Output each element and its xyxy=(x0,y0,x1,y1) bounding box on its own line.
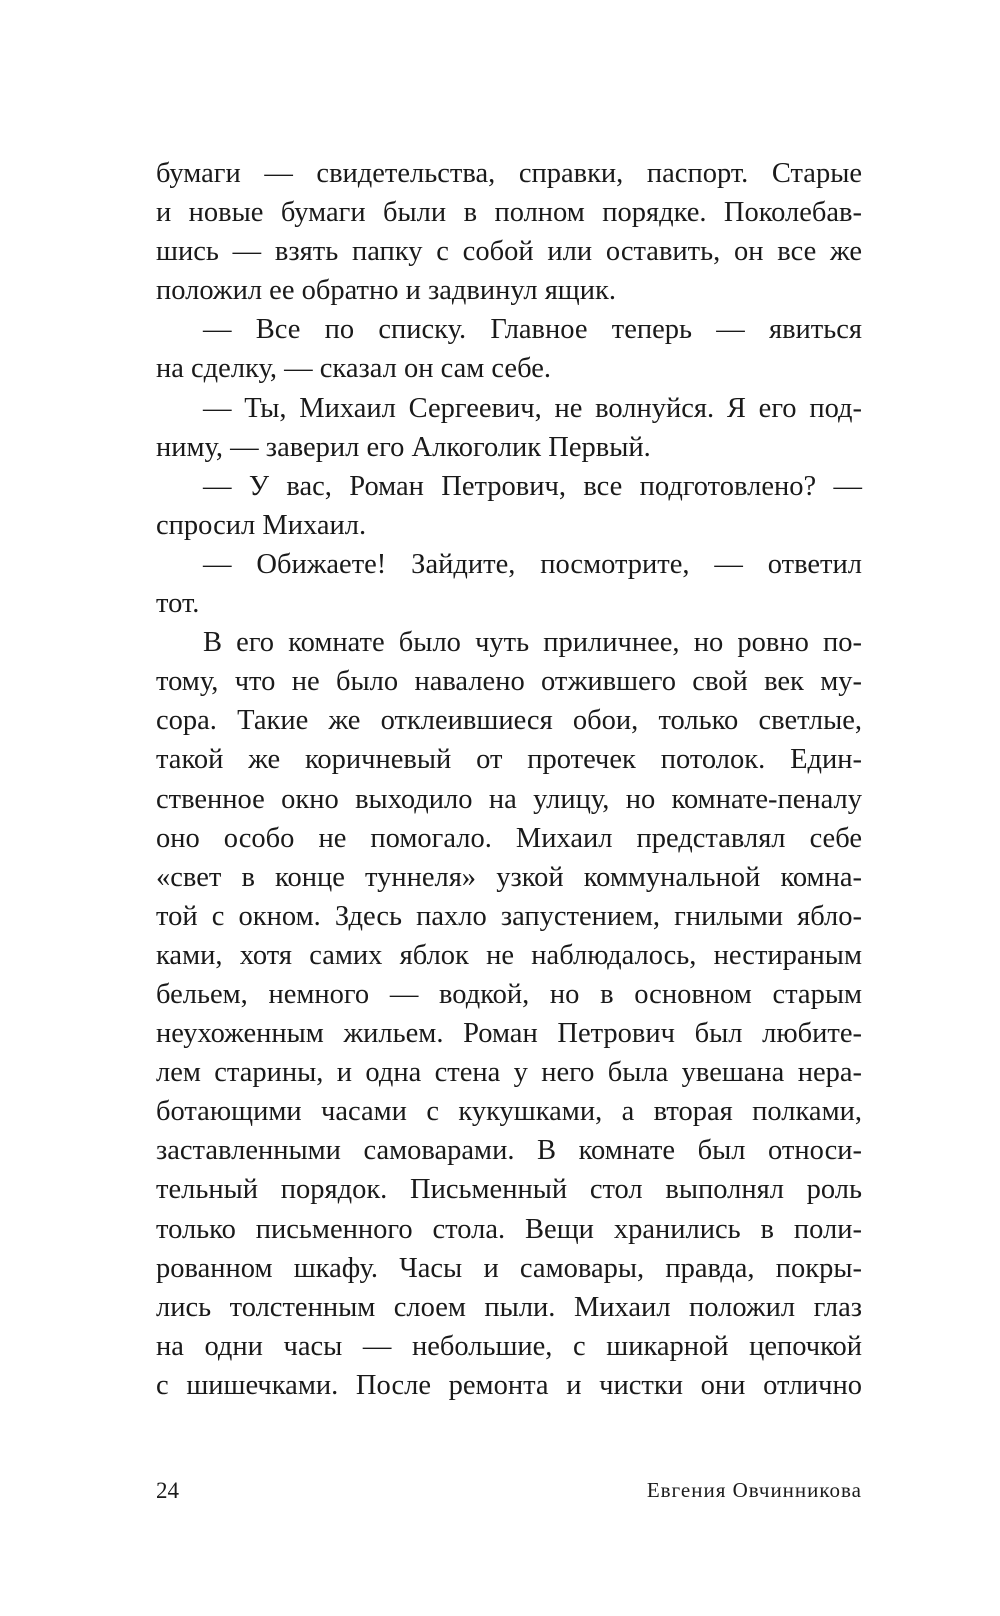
text-line: лем старины, и одна стена у него была увешана нера- xyxy=(156,1057,862,1089)
text-line: рованном шкафу. Часы и самовары, правда, покры- xyxy=(156,1252,862,1284)
text-line: ственное окно выходило на улицу, но комнате-пеналу xyxy=(156,783,862,815)
text-line: — Ты, Михаил Сергеевич, не волнуйся. Я его под- xyxy=(203,392,862,424)
text-line: ботающими часами с кукушками, а вторая полками, xyxy=(156,1096,862,1128)
text-line: тельный порядок. Письменный стол выполнял роль xyxy=(156,1174,862,1206)
text-line: положил ее обратно и задвинул ящик. xyxy=(156,275,616,307)
text-line: бумаги — свидетельства, справки, паспорт. Старые xyxy=(156,158,862,189)
text-line: такой же коричневый от протечек потолок. Един- xyxy=(156,744,862,776)
text-line: неухоженным жильем. Роман Петрович был любите- xyxy=(156,1018,862,1050)
text-line: оно особо не помогало. Михаил представлял себе xyxy=(156,822,862,854)
text-line: и новые бумаги были в полном порядке. Поколебав- xyxy=(156,197,862,229)
text-line: только письменного стола. Вещи хранились в поли- xyxy=(156,1213,862,1245)
text-line: ками, хотя самих яблок не наблюдалось, нестираным xyxy=(156,939,862,971)
text-line: тот. xyxy=(156,588,200,620)
page-footer xyxy=(156,1478,862,1508)
text-line: той с окном. Здесь пахло запустением, гнилыми ябло- xyxy=(156,900,862,932)
text-line: спросил Михаил. xyxy=(156,509,367,541)
text-line: с шишечками. После ремонта и чистки они отлично xyxy=(156,1369,862,1401)
text-line: — Все по списку. Главное теперь — явиться xyxy=(203,314,862,346)
text-line: бельем, немного — водкой, но в основном старым xyxy=(156,978,862,1010)
text-line: «свет в конце туннеля» узкой коммунальной комна- xyxy=(156,861,862,893)
text-line: лись толстенным слоем пыли. Михаил положил глаз xyxy=(156,1291,862,1323)
text-line: — У вас, Роман Петрович, все подготовлено? — xyxy=(203,470,862,502)
text-line: В его комнате было чуть приличнее, но ровно по- xyxy=(203,627,862,659)
text-line: сора. Такие же отклеившиеся обои, только светлые, xyxy=(156,705,862,737)
text-line: заставленными самоварами. В комнате был относи- xyxy=(156,1135,862,1167)
text-line: — Обижаете! Зайдите, посмотрите, — ответил xyxy=(203,548,862,580)
body-text xyxy=(156,154,862,1405)
text-line: на сделку, — сказал он сам себе. xyxy=(156,353,551,385)
text-line: на одни часы — небольшие, с шикарной цепочкой xyxy=(156,1330,862,1362)
running-author: Евгения Овчинникова xyxy=(646,1478,862,1502)
text-line: ниму, — заверил его Алкоголик Первый. xyxy=(156,431,651,463)
text-line: тому, что не было навалено отжившего свой век му- xyxy=(156,666,862,698)
text-line: шись — взять папку с собой или оставить, он все же xyxy=(156,236,862,268)
page-number: 24 xyxy=(156,1478,179,1503)
